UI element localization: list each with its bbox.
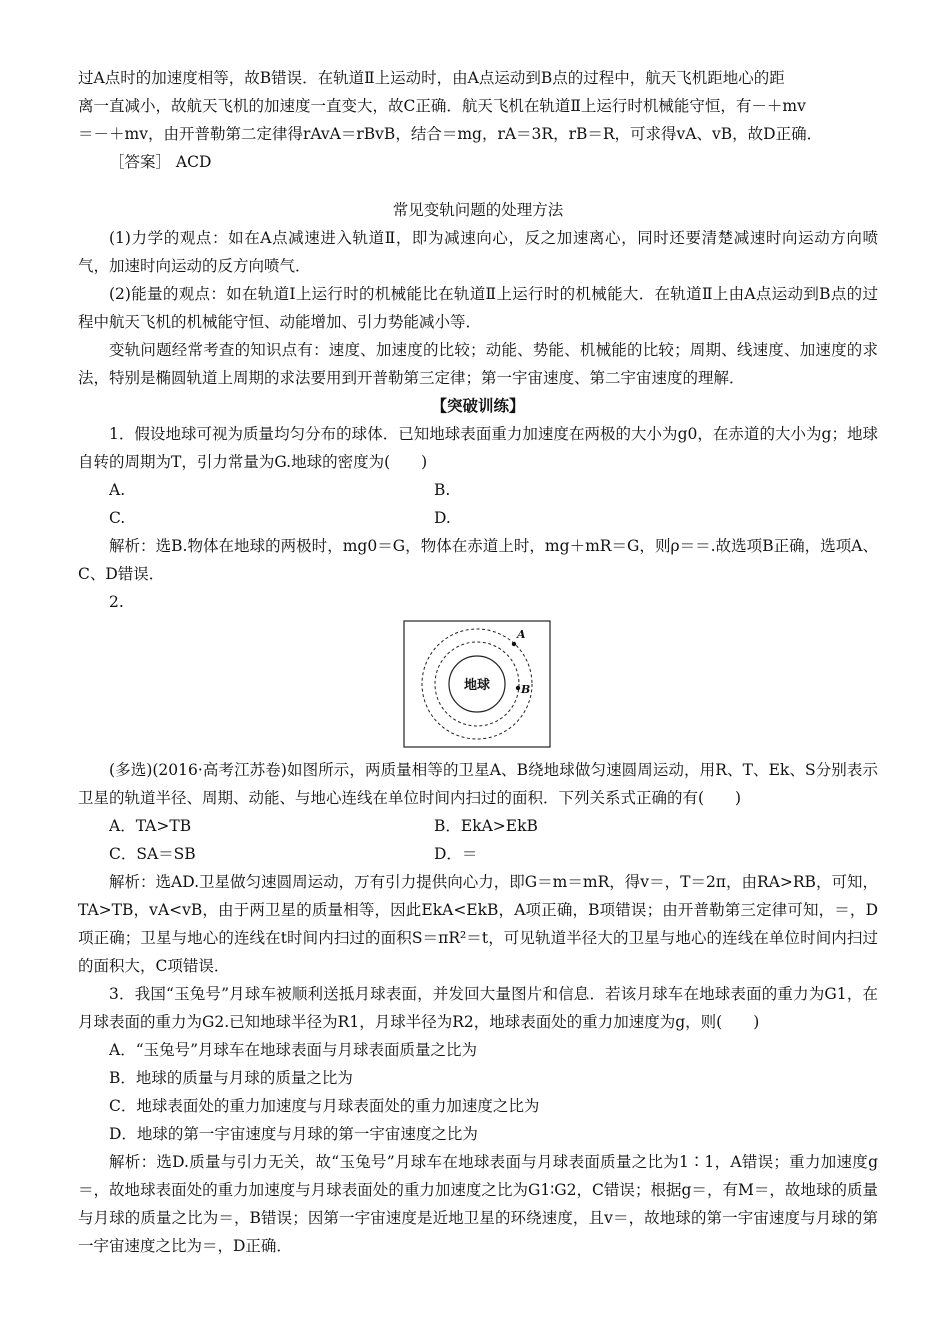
- q1-option-d: D.: [434, 509, 451, 527]
- orbit-diagram: [403, 620, 551, 748]
- q1-option-b: B.: [434, 481, 451, 499]
- document-page: [78, 64, 878, 1260]
- q3-option-a: A．“玉兔号”月球车在地球表面与月球表面质量之比为: [109, 1041, 478, 1059]
- text-line: 过A点时的加速度相等，故B错误．在轨道Ⅱ上运动时，由A点运动到B点的过程中，航天飞机距地心的距: [78, 69, 785, 87]
- q2-stem: (多选)(2016·高考江苏卷)如图所示，两质量相等的卫星A、B绕地球做匀速圆周运动，用R、T、Ek、S分别表示卫星的轨道半径、周期、动能、与地心连线在单位时间内扫过的面积．下列关系式正确的有( ): [78, 761, 878, 807]
- q1-option-c: C.: [109, 509, 126, 527]
- q1-analysis: 解析：选B.物体在地球的两极时，mg0＝G，物体在赤道上时，mg＋mR＝G，则ρ＝＝.故选项B正确，选项A、C、D错误．: [78, 537, 878, 583]
- q2-option-a: A．TA>TB: [109, 817, 192, 835]
- q2-option-d: D．＝: [434, 845, 478, 863]
- method-paragraph-3: 变轨问题经常考查的知识点有：速度、加速度的比较；动能、势能、机械能的比较；周期、线速度、加速度的求法，特别是椭圆轨道上周期的求法要用到开普勒第三定律；第一宇宙速度、第二宇宙速度的理解．: [78, 341, 878, 387]
- q1-option-a: A.: [109, 481, 126, 499]
- satellite-b-dot: [516, 686, 520, 690]
- q2-analysis: 解析：选AD.卫星做匀速圆周运动，万有引力提供向心力，即G＝m＝mR，得v＝，T＝2π，由RA>RB，可知，TA>TB，vA<vB，由于两卫星的质量相等，因此EkA<EkB，A项正确，B项错误；由开普勒第三定律可知，＝，D项正确；卫星与地心的连线在t时间内扫过的面积S＝πR²＝t，可见轨道半径大的卫星与地心的连线在单位时间内扫过的面积大，C项错误．: [78, 873, 878, 975]
- answer-line: ［答案］ ACD: [109, 153, 212, 171]
- q1-options-row-1: [78, 476, 878, 504]
- q3-analysis: 解析：选D.质量与引力无关，故“玉兔号”月球车在地球表面与月球表面质量之比为1∶1，A错误；重力加速度g＝，故地球表面处的重力加速度与月球表面处的重力加速度之比为G1∶G2，C错误；根据g＝，有M＝，故地球的质量与月球的质量之比为＝，B错误；因第一宇宙速度是近地卫星的环绕速度，且v＝，故地球的第一宇宙速度与月球的第一宇宙速度之比为＝，D正确．: [78, 1153, 878, 1255]
- q3-stem: 3．我国“玉兔号”月球车被顺利送抵月球表面，并发回大量图片和信息．若该月球车在地球表面的重力为G1，在月球表面的重力为G2.已知地球半径为R1，月球半径为R2，地球表面处的重力加速度为g，则( ): [78, 985, 878, 1031]
- q1-stem: 1．假设地球可视为质量均匀分布的球体．已知地球表面重力加速度在两极的大小为g0，在赤道的大小为g；地球自转的周期为T，引力常量为G.地球的密度为( ): [78, 425, 878, 471]
- satellite-b-label: B: [521, 683, 531, 696]
- q2-option-b: B．EkA>EkB: [434, 817, 538, 835]
- q2-options-row-2: [78, 840, 878, 868]
- satellite-a-dot: [512, 642, 516, 646]
- q3-option-c: C．地球表面处的重力加速度与月球表面处的重力加速度之比为: [109, 1097, 540, 1115]
- method-paragraph-2: (2)能量的观点：如在轨道Ⅰ上运行时的机械能比在轨道Ⅱ上运行时的机械能大．在轨道Ⅱ上由A点运动到B点的过程中航天飞机的机械能守恒、动能增加、引力势能减小等．: [78, 285, 878, 331]
- training-title: 【突破训练】: [431, 396, 525, 415]
- q1-options-row-2: [78, 504, 878, 532]
- q3-option-d: D．地球的第一宇宙速度与月球的第一宇宙速度之比为: [109, 1125, 478, 1143]
- q2-option-c: C．SA＝SB: [109, 845, 196, 863]
- text-line: ＝－＋mv，由开普勒第二定律得rAvA＝rBvB，结合＝mg，rA＝3R，rB＝R，可求得vA、vB，故D正确．: [78, 125, 823, 143]
- orbit-figure: [78, 620, 878, 750]
- q3-option-b: B．地球的质量与月球的质量之比为: [109, 1069, 353, 1087]
- earth-label: 地球: [463, 678, 491, 693]
- q2-options-row-1: [78, 812, 878, 840]
- method-title: 常见变轨问题的处理方法: [392, 201, 564, 219]
- text-line: 离一直减小，故航天飞机的加速度一直变大，故C正确．航天飞机在轨道Ⅱ上运行时机械能守恒，有－＋mv: [78, 97, 806, 115]
- satellite-a-label: A: [517, 628, 526, 641]
- method-paragraph-1: (1)力学的观点：如在A点减速进入轨道Ⅱ，即为减速向心，反之加速离心，同时还要清楚减速时向运动方向喷气，加速时向运动的反方向喷气．: [78, 229, 878, 275]
- q2-number: 2.: [109, 593, 124, 611]
